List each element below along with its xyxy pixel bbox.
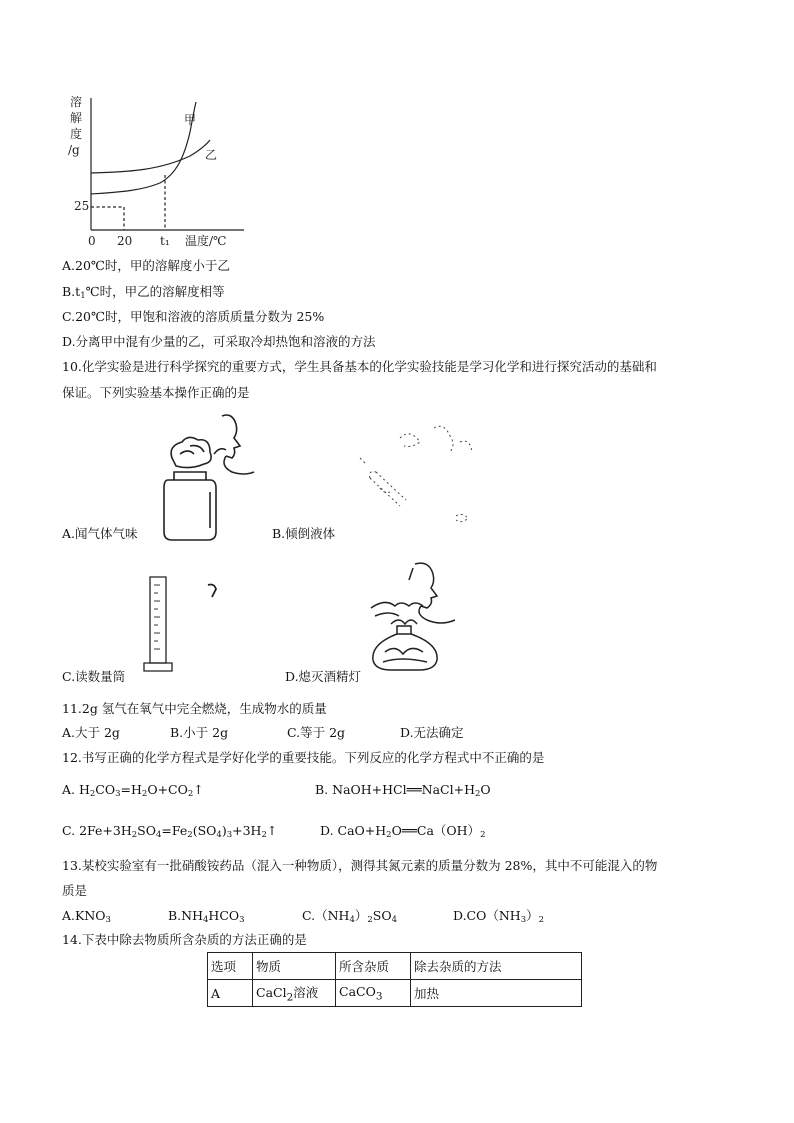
q9-option-a: A.20℃时，甲的溶解度小于乙 [62,258,230,273]
q11-stem: 11.2g 氢气在氧气中完全燃烧，生成物水的质量 [62,701,327,716]
q12-option-b: B. $NaOH+HCl══NaCl+H_2O$ [315,782,491,799]
q12-option-c: C. $2Fe+3H_2SO_4=Fe_2(SO_4)_3+3H_2↑$ [62,823,278,840]
q13-stem-line2: 质是 [62,883,88,898]
x-tick-t1: t₁ [160,234,170,248]
table-header-cell: 选项 [208,953,253,980]
dashed-25 [91,207,124,230]
q10-stem-line1: 10.化学实验是进行科学探究的重要方式，学生具备基本的化学实验技能是学习化学和进行探究活动的基础和 [62,359,657,374]
table-header-cell: 物质 [253,953,336,980]
q14-table [207,952,582,1007]
q10-option-a: A.闻气体气味 [62,526,138,541]
fig-extinguish-lamp [365,560,480,675]
table-cell-impurity: CaCO$_3$ [336,980,411,1007]
x-tick-0: 0 [88,234,96,248]
fig-pour-liquid [340,418,490,533]
q14-stem: 14.下表中除去物质所含杂质的方法正确的是 [62,932,307,947]
curve-yi [91,140,210,173]
q11-option-a: A.大于 2g [62,725,120,740]
y-label-1: 溶 [70,95,83,109]
fig-smell-gas [160,410,265,542]
y-label-4: /g [68,143,80,157]
tick-25: 25 [74,199,90,213]
table-header-row [208,953,582,980]
table-row [208,980,582,1007]
q12-stem: 12.书写正确的化学方程式是学好化学的重要技能。下列反应的化学方程式中不正确的是 [62,750,545,765]
q11-option-d: D.无法确定 [400,725,464,740]
fig-read-cylinder [140,575,230,675]
y-label-3: 度 [70,127,83,141]
table-cell-substance: CaCl$_2$溶液 [253,980,336,1007]
table-header-cell: 所含杂质 [336,953,411,980]
q13-stem-line1: 13.某校实验室有一批硝酸铵药品（混入一种物质），测得其氮元素的质量分数为 28%，其中不可能混入的物 [62,858,658,873]
x-axis-label: 温度/℃ [185,234,227,248]
solubility-graph [60,92,250,252]
curve-yi-label: 乙 [205,148,218,162]
table-header-cell: 除去杂质的方法 [411,953,582,980]
q13-option-b: $B.NH_4HCO_3$ [168,908,245,925]
q13-option-d: $D.CO(NH_3)_2$ [453,908,545,925]
q11-option-c: C.等于 2g [287,725,346,740]
table-cell-method: 加热 [411,980,582,1007]
q10-option-c: C.读数量筒 [62,669,126,684]
curve-jia [91,102,196,194]
q10-option-d: D.熄灭酒精灯 [285,669,362,684]
q9-option-c: C.20℃时，甲饱和溶液的溶质质量分数为 25% [62,309,325,324]
q11-option-b: B.小于 2g [170,725,229,740]
table-cell-option: A [208,980,253,1007]
q12-option-d: D. $CaO+H_2O══Ca(OH)_2$ [320,823,486,840]
q9-option-d: D.分离甲中混有少量的乙，可采取冷却热饱和溶液的方法 [62,334,376,349]
q13-option-c: $C.(NH_4)_2SO_4$ [302,908,398,925]
q10-stem-line2: 保证。下列实验基本操作正确的是 [62,385,250,400]
q9-option-b: $B.t_1℃$时，甲乙的溶解度相等 [62,284,225,301]
q12-option-a: A. $H_2CO_3=H_2O+CO_2↑$ [62,782,204,799]
y-label-2: 解 [70,111,83,125]
q10-option-b: B.倾倒液体 [272,526,336,541]
curve-jia-label: 甲 [184,113,197,127]
q13-option-a: $A.KNO_3$ [62,908,111,925]
x-tick-20: 20 [117,234,133,248]
